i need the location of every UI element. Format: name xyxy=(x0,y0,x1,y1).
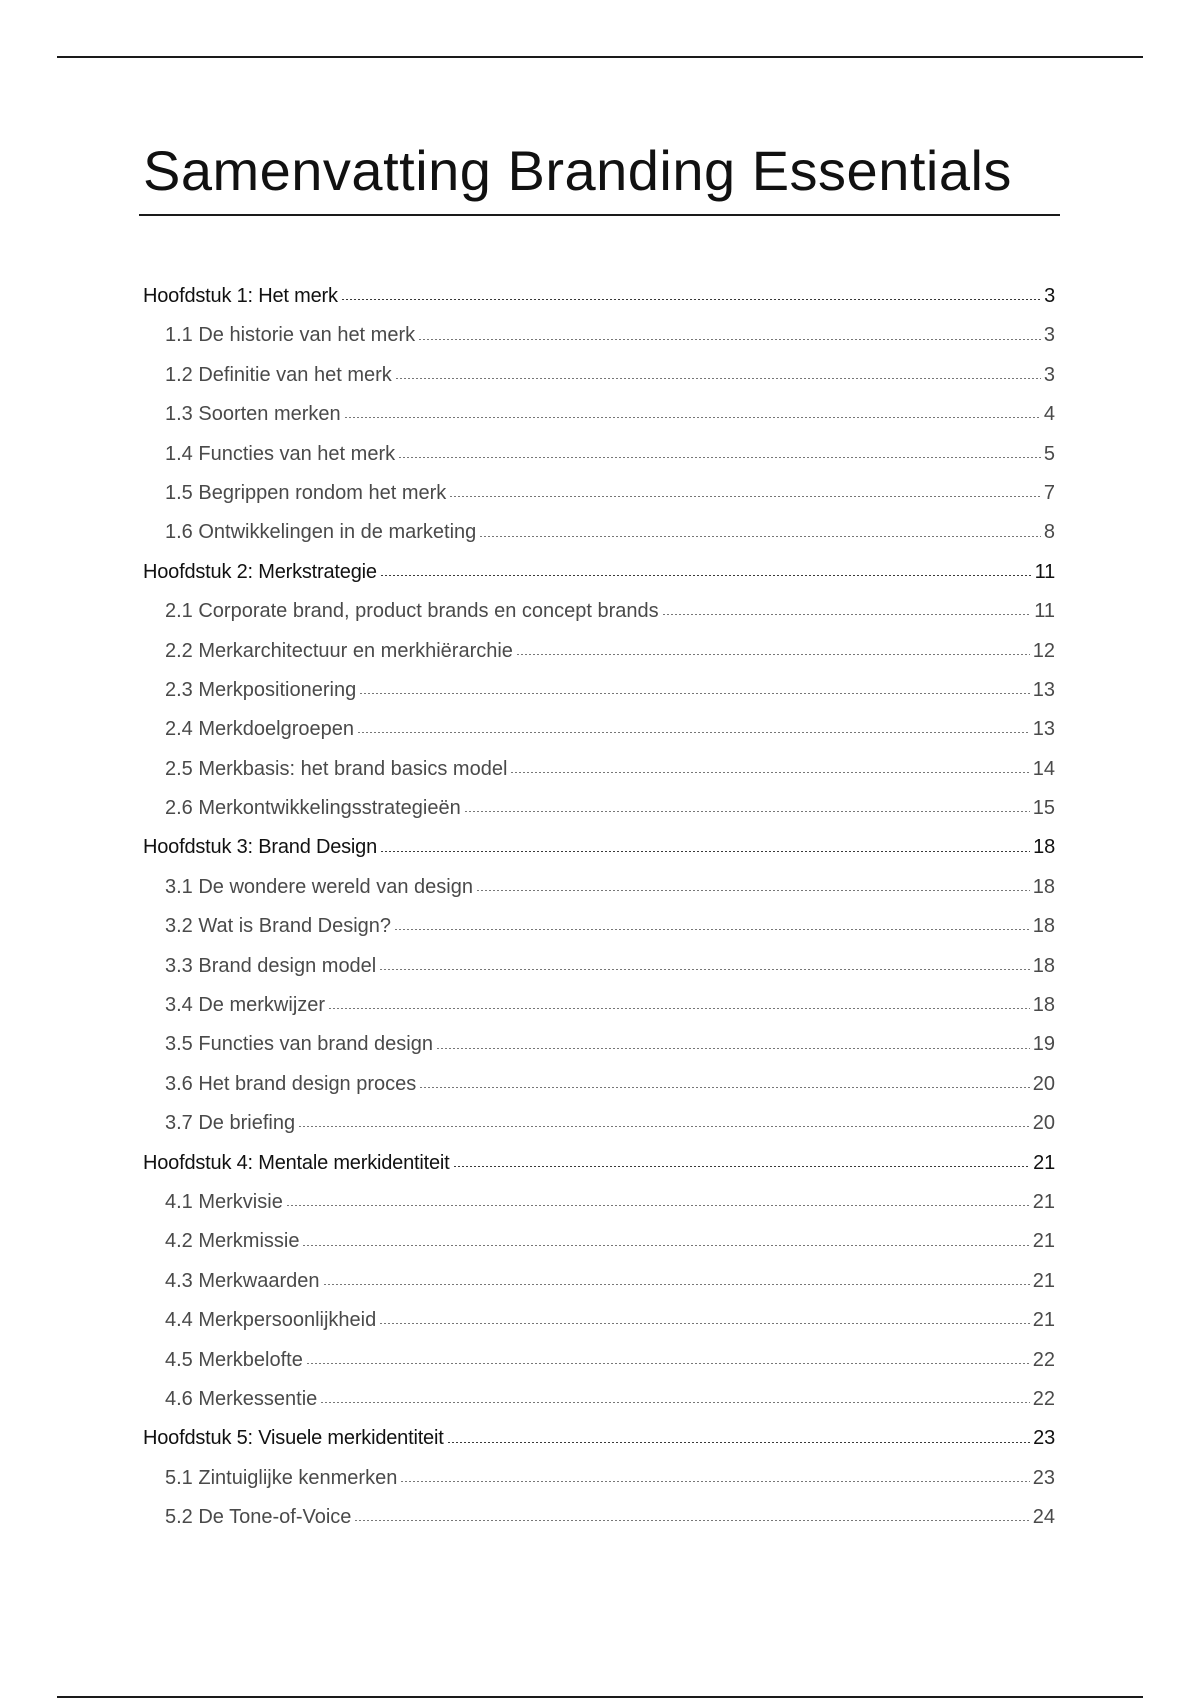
toc-entry-label: 5.1 Zintuiglijke kenmerken xyxy=(165,1466,398,1489)
toc-section-entry[interactable] xyxy=(143,474,1055,513)
toc-entry-page-number: 23 xyxy=(1032,1466,1055,1489)
toc-dot-leader xyxy=(394,929,1030,930)
toc-dot-leader xyxy=(380,851,1030,852)
toc-entry-page-number: 18 xyxy=(1032,875,1055,898)
toc-section-entry[interactable] xyxy=(143,1262,1055,1301)
toc-entry-label: 3.4 De merkwijzer xyxy=(165,994,326,1017)
toc-entry-page-number: 24 xyxy=(1032,1506,1055,1529)
toc-entry-page-number: 23 xyxy=(1033,1427,1055,1450)
toc-dot-leader xyxy=(328,1008,1030,1009)
toc-entry-label: 3.7 De briefing xyxy=(165,1112,296,1135)
toc-dot-leader xyxy=(398,457,1041,458)
toc-entry-label: 1.2 Definitie van het merk xyxy=(165,363,392,386)
toc-entry-page-number: 22 xyxy=(1032,1387,1055,1410)
toc-entry-label: Hoofdstuk 4: Mentale merkidentiteit xyxy=(143,1151,450,1174)
toc-dot-leader xyxy=(379,969,1030,970)
toc-chapter-entry[interactable] xyxy=(143,1144,1055,1183)
toc-entry-page-number: 8 xyxy=(1043,521,1055,544)
toc-section-entry[interactable] xyxy=(143,868,1055,907)
toc-entry-page-number: 21 xyxy=(1032,1309,1055,1332)
toc-dot-leader xyxy=(286,1205,1030,1206)
toc-dot-leader xyxy=(354,1520,1029,1521)
table-of-contents xyxy=(143,277,1055,1538)
toc-entry-label: 1.4 Functies van het merk xyxy=(165,442,396,465)
toc-dot-leader xyxy=(395,378,1041,379)
toc-section-entry[interactable] xyxy=(143,710,1055,749)
toc-section-entry[interactable] xyxy=(143,592,1055,631)
toc-entry-label: 3.1 De wondere wereld van design xyxy=(165,875,473,898)
toc-dot-leader xyxy=(418,339,1041,340)
toc-section-entry[interactable] xyxy=(143,395,1055,434)
toc-entry-page-number: 3 xyxy=(1044,285,1055,307)
toc-entry-label: 4.3 Merkwaarden xyxy=(165,1269,320,1292)
toc-entry-label: 2.5 Merkbasis: het brand basics model xyxy=(165,757,508,780)
toc-entry-page-number: 21 xyxy=(1032,1190,1055,1213)
toc-entry-page-number: 13 xyxy=(1032,718,1055,741)
toc-section-entry[interactable] xyxy=(143,1183,1055,1222)
toc-entry-page-number: 13 xyxy=(1032,678,1055,701)
toc-entry-label: Hoofdstuk 3: Brand Design xyxy=(143,836,378,859)
toc-dot-leader xyxy=(298,1126,1030,1127)
header-rule xyxy=(57,56,1143,58)
toc-section-entry[interactable] xyxy=(143,1459,1055,1498)
toc-dot-leader xyxy=(306,1363,1030,1364)
toc-entry-label: 1.5 Begrippen rondom het merk xyxy=(165,481,447,504)
toc-chapter-entry[interactable] xyxy=(143,828,1055,867)
toc-entry-page-number: 11 xyxy=(1034,560,1055,583)
toc-entry-label: 3.3 Brand design model xyxy=(165,954,377,977)
toc-entry-page-number: 18 xyxy=(1032,954,1055,977)
toc-dot-leader xyxy=(419,1087,1029,1088)
toc-entry-label: Hoofdstuk 5: Visuele merkidentiteit xyxy=(143,1427,444,1450)
toc-entry-label: Hoofdstuk 1: Het merk xyxy=(143,285,338,307)
toc-dot-leader xyxy=(341,299,1041,300)
toc-entry-label: 2.4 Merkdoelgroepen xyxy=(165,718,355,741)
toc-entry-page-number: 21 xyxy=(1032,1269,1055,1292)
toc-section-entry[interactable] xyxy=(143,1380,1055,1419)
toc-chapter-entry[interactable] xyxy=(143,1419,1055,1458)
toc-entry-page-number: 11 xyxy=(1034,600,1055,623)
toc-dot-leader xyxy=(449,496,1041,497)
toc-entry-label: 1.3 Soorten merken xyxy=(165,403,341,426)
toc-entry-label: 2.3 Merkpositionering xyxy=(165,678,357,701)
toc-entry-page-number: 4 xyxy=(1043,403,1055,426)
toc-dot-leader xyxy=(510,772,1029,773)
toc-section-entry[interactable] xyxy=(143,632,1055,671)
toc-entry-label: 4.1 Merkvisie xyxy=(165,1190,283,1213)
toc-section-entry[interactable] xyxy=(143,1104,1055,1143)
toc-dot-leader xyxy=(380,575,1032,576)
toc-section-entry[interactable] xyxy=(143,1065,1055,1104)
toc-entry-label: 3.2 Wat is Brand Design? xyxy=(165,915,392,938)
toc-dot-leader xyxy=(464,811,1030,812)
toc-dot-leader xyxy=(320,1402,1029,1403)
toc-section-entry[interactable] xyxy=(143,513,1055,552)
toc-entry-page-number: 18 xyxy=(1033,836,1055,859)
toc-entry-label: 3.5 Functies van brand design xyxy=(165,1033,433,1056)
toc-chapter-entry[interactable] xyxy=(143,277,1055,316)
toc-section-entry[interactable] xyxy=(143,1498,1055,1537)
toc-dot-leader xyxy=(479,536,1041,537)
footer-rule xyxy=(57,1696,1143,1698)
toc-dot-leader xyxy=(516,654,1030,655)
toc-entry-page-number: 3 xyxy=(1043,324,1055,347)
toc-entry-label: 4.2 Merkmissie xyxy=(165,1230,300,1253)
toc-section-entry[interactable] xyxy=(143,750,1055,789)
toc-entry-label: 4.4 Merkpersoonlijkheid xyxy=(165,1309,377,1332)
toc-entry-page-number: 7 xyxy=(1043,481,1055,504)
toc-section-entry[interactable] xyxy=(143,671,1055,710)
toc-entry-page-number: 22 xyxy=(1032,1348,1055,1371)
document-title: Samenvatting Branding Essentials xyxy=(143,139,1012,202)
toc-dot-leader xyxy=(400,1481,1029,1482)
toc-entry-page-number: 18 xyxy=(1032,915,1055,938)
toc-entry-label: Hoofdstuk 2: Merkstrategie xyxy=(143,560,377,583)
toc-entry-label: 3.6 Het brand design proces xyxy=(165,1072,417,1095)
toc-section-entry[interactable] xyxy=(143,1341,1055,1380)
toc-entry-page-number: 18 xyxy=(1032,994,1055,1017)
toc-entry-label: 5.2 De Tone-of-Voice xyxy=(165,1506,352,1529)
toc-dot-leader xyxy=(323,1284,1030,1285)
toc-section-entry[interactable] xyxy=(143,356,1055,395)
toc-entry-page-number: 20 xyxy=(1032,1112,1055,1135)
toc-entry-label: 4.5 Merkbelofte xyxy=(165,1348,303,1371)
toc-entry-page-number: 19 xyxy=(1032,1033,1055,1056)
toc-entry-label: 1.6 Ontwikkelingen in de marketing xyxy=(165,521,477,544)
toc-dot-leader xyxy=(453,1166,1031,1167)
toc-section-entry[interactable] xyxy=(143,1301,1055,1340)
toc-dot-leader xyxy=(302,1245,1029,1246)
toc-entry-page-number: 12 xyxy=(1032,639,1055,662)
toc-entry-label: 2.2 Merkarchitectuur en merkhiërarchie xyxy=(165,639,513,662)
title-underline xyxy=(139,214,1060,216)
toc-entry-label: 4.6 Merkessentie xyxy=(165,1387,318,1410)
toc-dot-leader xyxy=(447,1442,1031,1443)
toc-dot-leader xyxy=(379,1323,1030,1324)
toc-dot-leader xyxy=(357,732,1030,733)
toc-entry-page-number: 5 xyxy=(1043,442,1055,465)
toc-entry-page-number: 14 xyxy=(1032,757,1055,780)
toc-entry-label: 2.1 Corporate brand, product brands en concept brands xyxy=(165,600,659,623)
toc-dot-leader xyxy=(662,614,1032,615)
toc-dot-leader xyxy=(436,1048,1030,1049)
toc-entry-page-number: 3 xyxy=(1043,363,1055,386)
toc-section-entry[interactable] xyxy=(143,986,1055,1025)
toc-section-entry[interactable] xyxy=(143,316,1055,355)
toc-section-entry[interactable] xyxy=(143,1025,1055,1064)
toc-chapter-entry[interactable] xyxy=(143,553,1055,592)
toc-entry-page-number: 15 xyxy=(1032,797,1055,820)
toc-entry-page-number: 21 xyxy=(1032,1230,1055,1253)
toc-section-entry[interactable] xyxy=(143,947,1055,986)
toc-entry-page-number: 20 xyxy=(1032,1072,1055,1095)
toc-entry-label: 1.1 De historie van het merk xyxy=(165,324,416,347)
toc-section-entry[interactable] xyxy=(143,1222,1055,1261)
toc-section-entry[interactable] xyxy=(143,789,1055,828)
toc-section-entry[interactable] xyxy=(143,435,1055,474)
toc-dot-leader xyxy=(359,693,1030,694)
toc-dot-leader xyxy=(476,890,1030,891)
toc-entry-page-number: 21 xyxy=(1033,1151,1055,1174)
toc-dot-leader xyxy=(344,417,1041,418)
toc-section-entry[interactable] xyxy=(143,907,1055,946)
toc-entry-label: 2.6 Merkontwikkelingsstrategieën xyxy=(165,797,461,820)
